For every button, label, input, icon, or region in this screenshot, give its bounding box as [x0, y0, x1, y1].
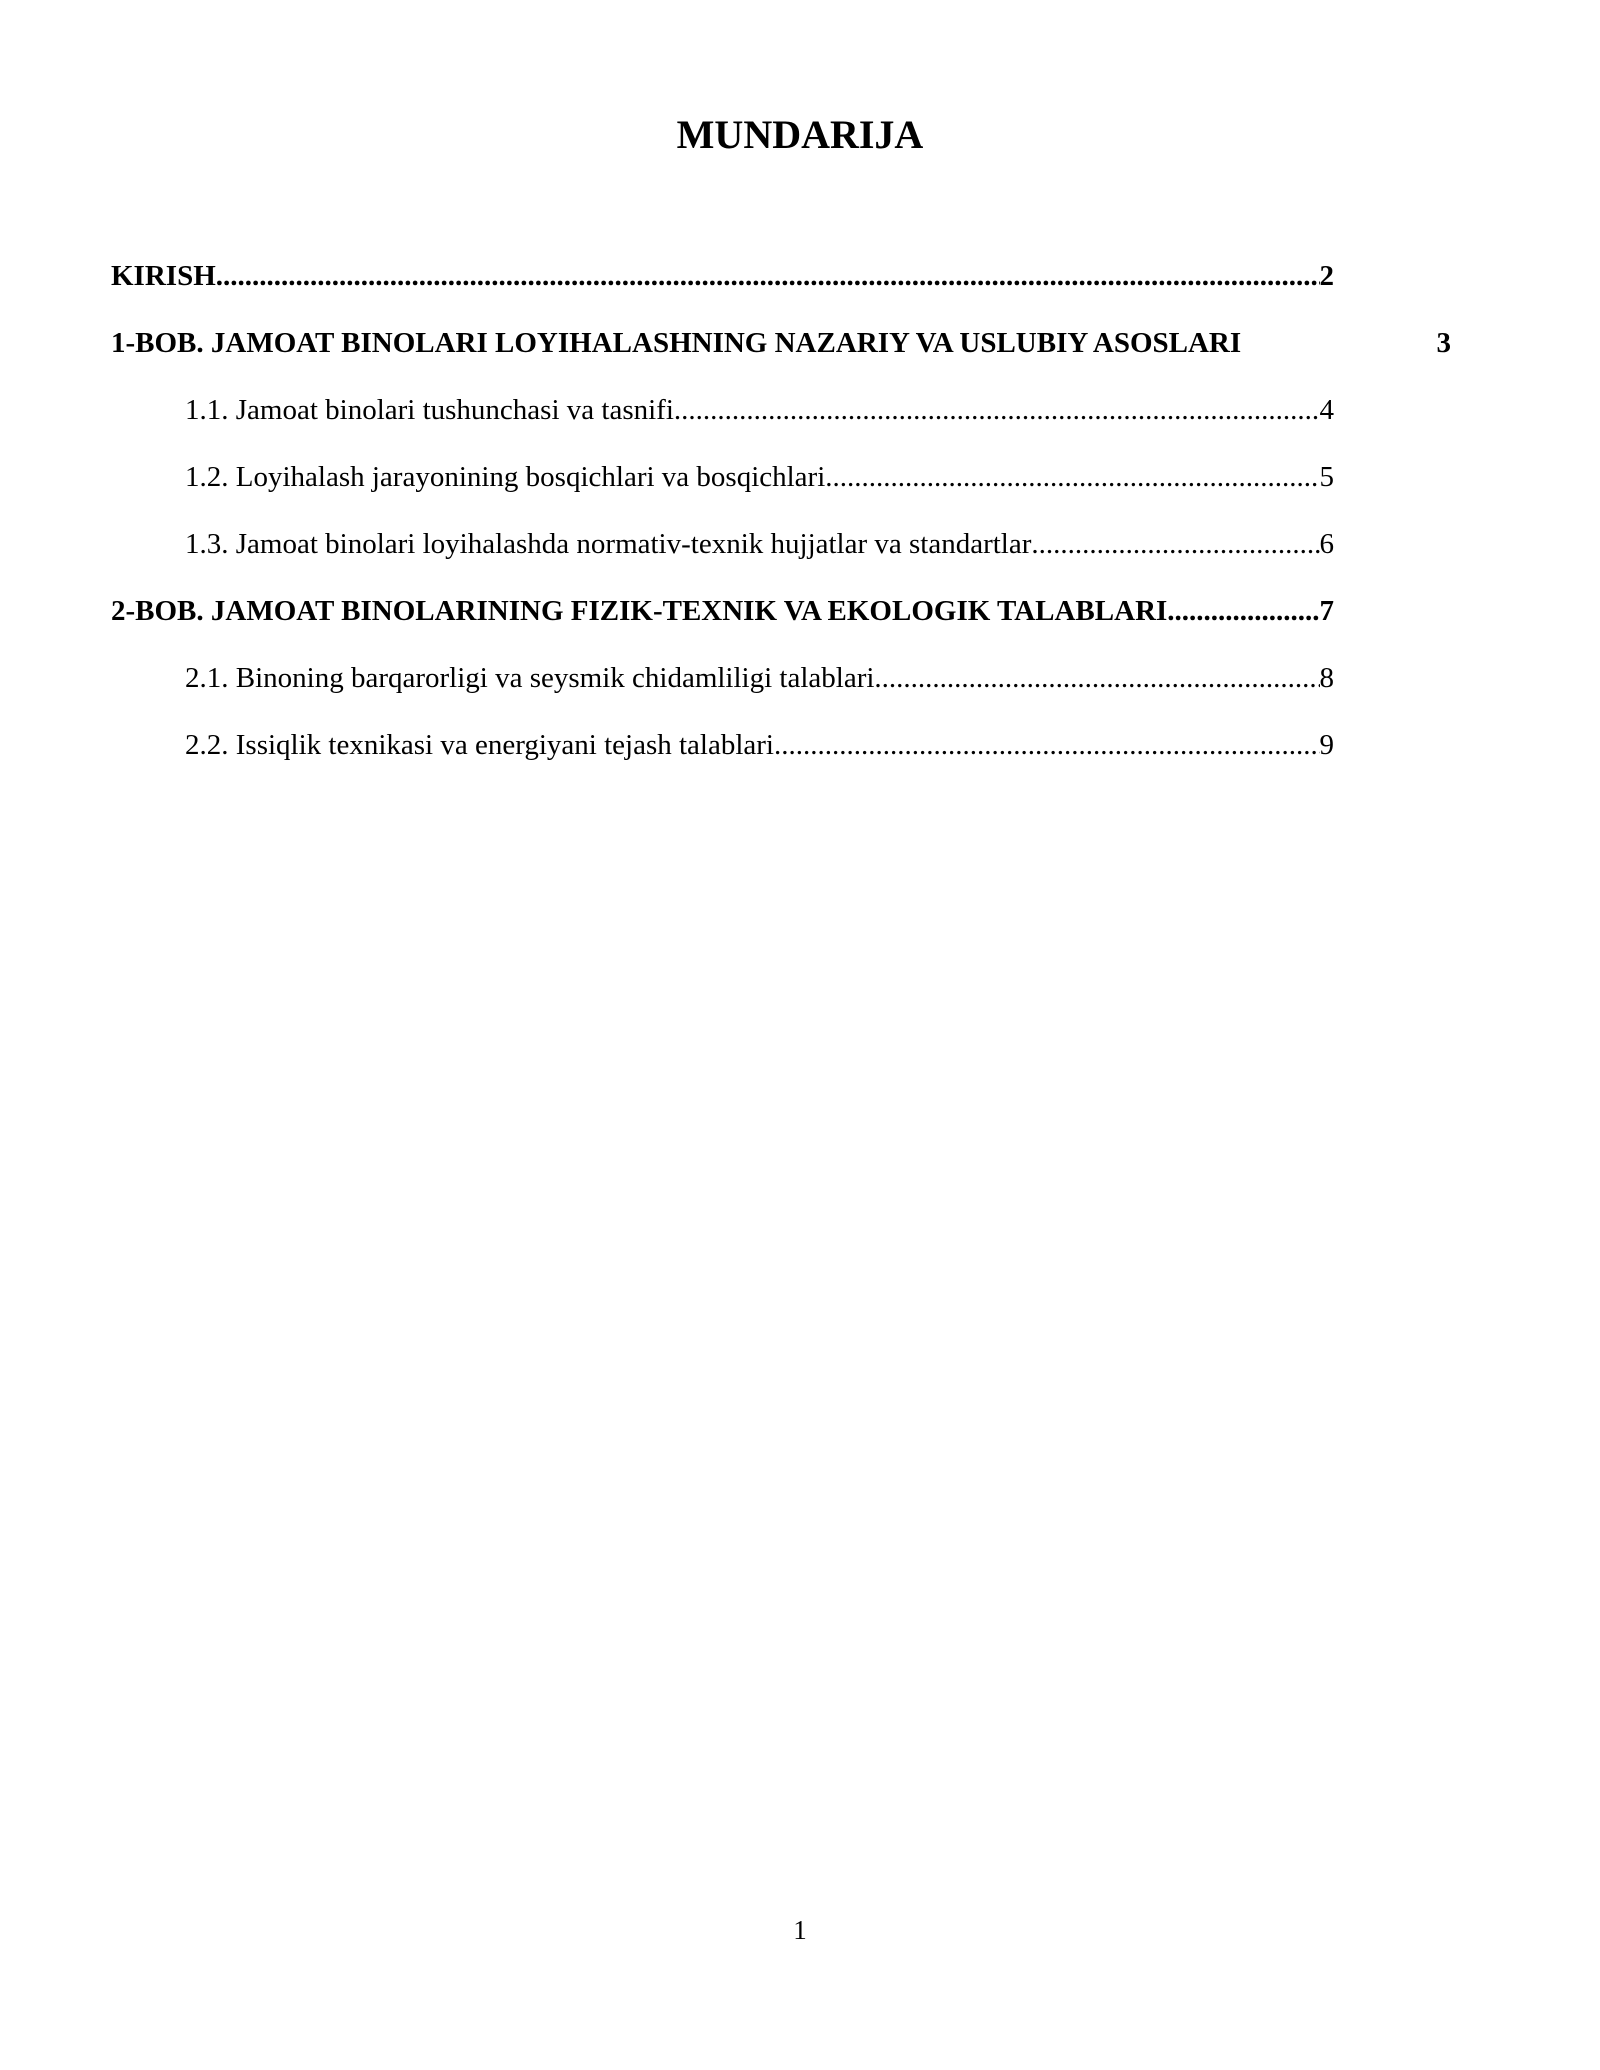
- toc-entry-chapter-1[interactable]: [111, 323, 1451, 363]
- toc-dot-leader: [674, 390, 1320, 430]
- toc-entry-page: 6: [1319, 528, 1334, 560]
- toc-dot-leader: [774, 725, 1320, 765]
- toc-entry-page: 2: [1319, 260, 1334, 292]
- toc-dot-leader: [216, 256, 1320, 296]
- toc-entry-label: 2.1. Binoning barqarorligi va seysmik chidamliligi talablari: [185, 662, 875, 694]
- toc-entry-label: 1-BOB. JAMOAT BINOLARI LOYIHALASHNING NAZARIY VA USLUBIY ASOSLARI: [111, 327, 1242, 359]
- toc-entry-section-1-1[interactable]: [185, 390, 1334, 430]
- toc-entry-page: 7: [1319, 595, 1334, 627]
- toc-entry-section-1-3[interactable]: [185, 524, 1334, 564]
- toc-entry-label: 1.3. Jamoat binolari loyihalashda normativ-texnik hujjatlar va standartlar: [185, 528, 1032, 560]
- toc-entry-label: 2.2. Issiqlik texnikasi va energiyani tejash talablari: [185, 729, 774, 761]
- toc-entry-label: 2-BOB. JAMOAT BINOLARINING FIZIK-TEXNIK VA EKOLOGIK TALABLARI: [111, 595, 1168, 627]
- page-title: MUNDARIJA: [676, 112, 924, 157]
- toc-entry-page: 3: [1436, 327, 1451, 359]
- toc-entry-section-1-2[interactable]: [185, 457, 1334, 497]
- toc-entry-page: 9: [1319, 729, 1334, 761]
- toc-entry-page: 5: [1319, 461, 1334, 493]
- toc-entry-section-2-1[interactable]: [185, 658, 1334, 698]
- toc-entry-label: KIRISH: [111, 260, 216, 292]
- toc-entry-section-2-2[interactable]: [185, 725, 1334, 765]
- page-number: 1: [793, 1915, 807, 1945]
- toc-entry-chapter-2[interactable]: [111, 591, 1334, 631]
- toc-entry-label: 1.2. Loyihalash jarayonining bosqichlari va bosqichlari: [185, 461, 826, 493]
- toc-entry-page: 4: [1319, 394, 1334, 426]
- toc-dot-leader: [874, 658, 1319, 698]
- toc-entry-kirish[interactable]: [111, 256, 1334, 296]
- toc-dot-leader: [1167, 591, 1319, 631]
- toc-entry-page: 8: [1319, 662, 1334, 694]
- toc-dot-leader: [825, 457, 1319, 497]
- toc-dot-leader: [1031, 524, 1319, 564]
- toc-entry-label: 1.1. Jamoat binolari tushunchasi va tasnifi: [185, 394, 674, 426]
